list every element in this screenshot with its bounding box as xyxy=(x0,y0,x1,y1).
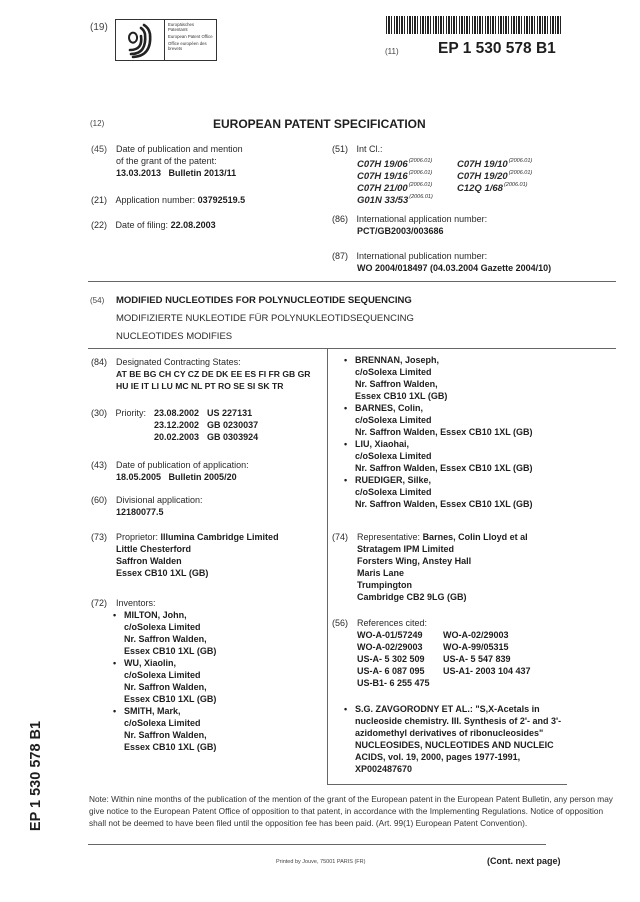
npl-reference xyxy=(344,703,614,775)
title-french: NUCLEOTIDES MODIFIES xyxy=(116,331,233,342)
priority-date: 23.12.2002 xyxy=(154,420,200,430)
field-87 xyxy=(332,250,551,274)
priority-list xyxy=(154,407,258,443)
field-label: International application number: xyxy=(356,214,488,224)
inventors-continued xyxy=(344,354,614,510)
field-73 xyxy=(91,531,279,579)
inventor-address: c/oSolexa Limited xyxy=(124,670,201,680)
ipc-class: C07H 21/00 xyxy=(357,183,408,194)
field-label: Designated Contracting States: xyxy=(116,357,241,367)
inid-code: (86) xyxy=(332,214,349,224)
field-60 xyxy=(91,494,203,518)
inventor-entry xyxy=(113,657,216,705)
inventor-entry xyxy=(113,609,216,657)
ipc-version: (2006.01) xyxy=(408,170,433,176)
inid-code: (51) xyxy=(332,144,349,154)
inventor-address: c/oSolexa Limited xyxy=(355,415,432,425)
reference: WO-A-99/05315 xyxy=(443,642,509,652)
inid-code: (72) xyxy=(91,598,108,608)
logo-text-de: Europäisches Patentamt xyxy=(168,22,195,32)
reference: US-B1- 6 255 475 xyxy=(357,678,430,688)
inventor-address: c/oSolexa Limited xyxy=(355,367,432,377)
field-51 xyxy=(332,143,383,155)
title-english: MODIFIED NUCLEOTIDES FOR POLYNUCLEOTIDE SEQUENCING xyxy=(116,295,412,306)
inid-code: (60) xyxy=(91,495,108,505)
priority-entry xyxy=(154,419,258,431)
inventor-address: c/oSolexa Limited xyxy=(124,718,201,728)
application-publication-value: 18.05.2005 Bulletin 2005/20 xyxy=(116,472,237,482)
field-21 xyxy=(91,194,245,206)
references-table xyxy=(357,629,612,689)
intl-application-value: PCT/GB2003/003686 xyxy=(357,226,444,236)
npl-line: ACIDS, vol. 19, 2000, pages 1977-1991, xyxy=(355,752,521,762)
reference: US-A- 5 302 509 xyxy=(357,654,425,664)
inventor-list xyxy=(344,354,614,510)
representative-name: Barnes, Colin Lloyd et al xyxy=(422,532,528,542)
field-label: Date of publication and mention xyxy=(116,144,243,154)
divider xyxy=(88,844,546,845)
ipc-class: C07H 19/16 xyxy=(357,171,408,182)
field-30 xyxy=(91,407,146,419)
representative-address: Cambridge CB2 9LG (GB) xyxy=(357,592,467,602)
inid-code-11: (11) xyxy=(385,47,399,56)
inid-code: (74) xyxy=(332,532,349,542)
inid-code: (21) xyxy=(91,195,108,205)
divider xyxy=(327,784,567,785)
reference: WO-A-01/57249 xyxy=(357,630,423,640)
proprietor-address: Essex CB10 1XL (GB) xyxy=(116,568,209,578)
reference: WO-A-02/29003 xyxy=(357,642,423,652)
inid-code-12: (12) xyxy=(90,119,105,128)
filing-date-value: 22.08.2003 xyxy=(170,220,216,230)
continued-notice: (Cont. next page) xyxy=(487,856,561,866)
field-label: Date of publication of application: xyxy=(116,460,249,470)
proprietor-address: Little Chesterford xyxy=(116,544,192,554)
ipc-class: C07H 19/10 xyxy=(457,159,508,170)
reference: WO-A-02/29003 xyxy=(443,630,509,640)
inventor-address: Nr. Saffron Walden, xyxy=(124,682,207,692)
inventor-address: Essex CB10 1XL (GB) xyxy=(355,391,448,401)
inventor-address: Nr. Saffron Walden, Essex CB10 1XL (GB) xyxy=(355,463,533,473)
priority-entry xyxy=(154,431,258,443)
epo-logo-box xyxy=(115,19,217,61)
printer-info: Printed by Jouve, 75001 PARIS (FR) xyxy=(276,859,366,865)
priority-date: 20.02.2003 xyxy=(154,432,200,442)
logo-text-fr: Office européen des brevets xyxy=(168,41,207,51)
ipc-class: C07H 19/20 xyxy=(457,171,508,182)
inid-code: (73) xyxy=(91,532,108,542)
barcode xyxy=(386,16,562,34)
inventor-name: • LIU, Xiaohai, xyxy=(355,439,410,449)
ipc-version: (2006.01) xyxy=(408,182,433,188)
priority-ref: US 227131 xyxy=(207,408,253,418)
field-22 xyxy=(91,219,216,231)
proprietor-address: Saffron Walden xyxy=(116,556,182,566)
inid-code: (22) xyxy=(91,220,108,230)
epo-logo-icon xyxy=(116,20,164,60)
inventor-address: c/oSolexa Limited xyxy=(355,451,432,461)
inventor-address: Nr. Saffron Walden, Essex CB10 1XL (GB) xyxy=(355,427,533,437)
inventor-name: • SMITH, Mark, xyxy=(124,706,181,716)
title-block xyxy=(90,292,414,346)
field-43 xyxy=(91,459,249,483)
ipc-version: (2006.01) xyxy=(508,170,533,176)
npl-entry xyxy=(344,703,614,775)
field-45 xyxy=(91,143,321,179)
field-label: Inventors: xyxy=(116,598,156,608)
field-86 xyxy=(332,213,487,237)
ipc-version: (2006.01) xyxy=(508,158,533,164)
inid-code: (84) xyxy=(91,357,108,367)
divisional-value: 12180077.5 xyxy=(116,507,164,517)
field-56 xyxy=(332,617,612,689)
npl-line: • S.G. ZAVGORODNY ET AL.: "S,X-Acetals in xyxy=(355,704,540,714)
inid-code: (87) xyxy=(332,251,349,261)
inid-code: (56) xyxy=(332,618,349,628)
inid-code-19: (19) xyxy=(90,22,108,33)
inventor-address: Essex CB10 1XL (GB) xyxy=(124,646,217,656)
proprietor-name: Illumina Cambridge Limited xyxy=(160,532,279,542)
inid-code: (54) xyxy=(90,296,105,305)
npl-line: azidomethyl derivatives of ribonucleosides" xyxy=(355,728,544,738)
reference: US-A1- 2003 104 437 xyxy=(443,666,531,676)
inventor-list xyxy=(113,609,216,753)
inventor-name: • WU, Xiaolin, xyxy=(124,658,177,668)
inventor-address: Nr. Saffron Walden, xyxy=(355,379,438,389)
npl-line: nucleoside chemistry. III. Synthesis of 2'- and 3'- xyxy=(355,716,562,726)
field-label: References cited: xyxy=(357,618,428,628)
inventor-entry xyxy=(113,705,216,753)
priority-ref: GB 0230037 xyxy=(207,420,259,430)
grant-date-value: 13.03.2013 Bulletin 2013/11 xyxy=(116,168,237,178)
inid-code: (45) xyxy=(91,144,108,154)
ipc-version: (2006.01) xyxy=(409,194,433,200)
representative-address: Forsters Wing, Anstey Hall xyxy=(357,556,472,566)
opposition-note: Note: Within nine months of the publication of the mention of the grant of the European patent in the European Patent Bulletin, any person may give notice to the European Patent Office of opposition to that patent, in accordance with the Implementing Regulations. Notice of opposition shall not be deemed to have been filed until the opposition fee has been paid. (Art. 99(1) European Patent Convention). xyxy=(89,794,613,828)
ipc-version: (2006.01) xyxy=(408,158,433,164)
contracting-states: HU IE IT LI LU MC NL PT RO SE SI SK TR xyxy=(116,381,284,391)
field-label: Divisional application: xyxy=(116,495,203,505)
representative-address: Trumpington xyxy=(357,580,412,590)
priority-date: 23.08.2002 xyxy=(154,408,200,418)
ipc-class: C07H 19/06 xyxy=(357,159,408,170)
divider xyxy=(88,281,616,282)
inventor-name: • RUEDIGER, Silke, xyxy=(355,475,432,485)
representative-address: Stratagem IPM Limited xyxy=(357,544,455,554)
field-label: Proprietor: xyxy=(116,532,159,542)
document-type: EUROPEAN PATENT SPECIFICATION xyxy=(213,117,426,131)
inventor-address: c/oSolexa Limited xyxy=(124,622,201,632)
inventor-address: Essex CB10 1XL (GB) xyxy=(124,694,217,704)
ipc-version: (2006.01) xyxy=(503,182,528,188)
inventor-entry xyxy=(344,354,614,402)
field-72 xyxy=(91,597,216,753)
npl-line: XP002487670 xyxy=(355,764,413,774)
ipc-class: G01N 33/53 xyxy=(357,195,409,206)
field-label: Representative: xyxy=(357,532,421,542)
application-number-value: 03792519.5 xyxy=(197,195,246,205)
inventor-name: • MILTON, John, xyxy=(124,610,187,620)
column-divider xyxy=(327,348,328,784)
npl-line: NUCLEOSIDES, NUCLEOTIDES AND NUCLEIC xyxy=(355,740,554,750)
inid-code: (43) xyxy=(91,460,108,470)
publication-number: EP 1 530 578 B1 xyxy=(438,40,556,57)
priority-entry xyxy=(154,407,258,419)
inventor-name: • BRENNAN, Joseph, xyxy=(355,355,440,365)
inventor-address: Nr. Saffron Walden, xyxy=(124,730,207,740)
side-publication-number: EP 1 530 578 B1 xyxy=(28,720,44,832)
priority-ref: GB 0303924 xyxy=(207,432,259,442)
field-label: International publication number: xyxy=(356,251,488,261)
inid-code: (30) xyxy=(91,408,108,418)
inventor-entry xyxy=(344,438,614,474)
inventor-name: • BARNES, Colin, xyxy=(355,403,424,413)
inventor-address: Essex CB10 1XL (GB) xyxy=(124,742,217,752)
field-74 xyxy=(332,531,612,603)
reference: US-A- 5 547 839 xyxy=(443,654,511,664)
inventor-address: Nr. Saffron Walden, Essex CB10 1XL (GB) xyxy=(355,499,533,509)
logo-text-en: European Patent Office xyxy=(168,34,213,39)
inventor-address: Nr. Saffron Walden, xyxy=(124,634,207,644)
ipc-class: C12Q 1/68 xyxy=(457,183,503,194)
inventor-entry xyxy=(344,474,614,510)
field-label: Priority: xyxy=(115,408,147,418)
field-84 xyxy=(91,356,326,392)
contracting-states: AT BE BG CH CY CZ DE DK EE ES FI FR GB GR xyxy=(116,369,311,379)
field-label: Int Cl.: xyxy=(356,144,383,154)
field-label: Date of filing: xyxy=(115,220,169,230)
inventor-entry xyxy=(344,402,614,438)
title-german: MODIFIZIERTE NUKLEOTIDE FÜR POLYNUKLEOTIDSEQUENCING xyxy=(116,313,414,324)
representative-address: Maris Lane xyxy=(357,568,405,578)
reference: US-A- 6 087 095 xyxy=(357,666,425,676)
inventor-address: c/oSolexa Limited xyxy=(355,487,432,497)
field-label: of the grant of the patent: xyxy=(116,156,217,166)
divider xyxy=(88,348,616,349)
intl-publication-value: WO 2004/018497 (04.03.2004 Gazette 2004/10) xyxy=(357,263,552,273)
field-label: Application number: xyxy=(115,195,196,205)
